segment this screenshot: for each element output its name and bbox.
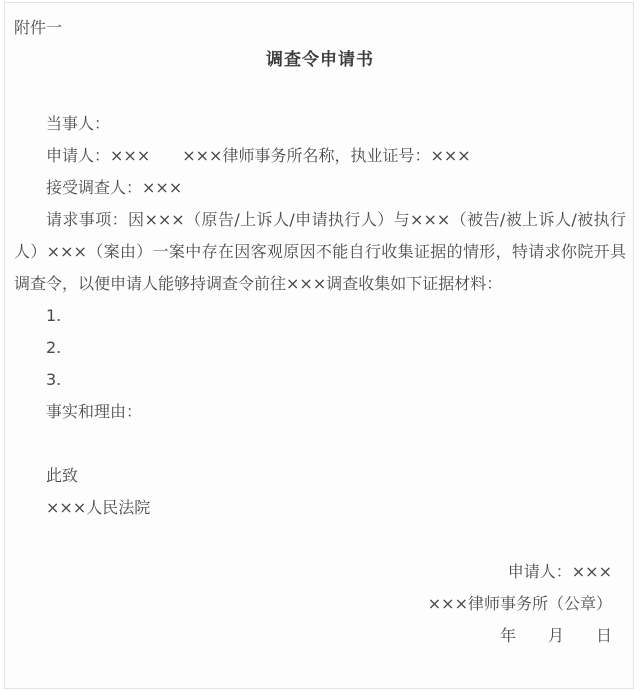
blank-line xyxy=(14,524,626,556)
signature-date: 年 月 日 xyxy=(499,626,612,645)
signature-law-firm-seal: ×××律师事务所（公章） xyxy=(427,594,612,613)
blank-line xyxy=(14,76,626,108)
evidence-item-1: 1. xyxy=(46,306,62,325)
applicant-line: 申请人：××× ×××律师事务所名称，执业证号：××× xyxy=(46,146,471,165)
signature-applicant: 申请人：××× xyxy=(507,562,612,581)
court-name-line: ×××人民法院 xyxy=(46,498,151,517)
blank-line xyxy=(14,428,626,460)
investigated-person-line: 接受调查人：××× xyxy=(46,178,183,197)
party-line: 当事人： xyxy=(46,114,111,133)
attachment-label: 附件一 xyxy=(14,18,63,37)
document-page xyxy=(4,2,634,689)
closing-line: 此致 xyxy=(46,466,79,485)
facts-and-reasons-label: 事实和理由： xyxy=(46,402,143,421)
evidence-item-3: 3. xyxy=(46,370,62,389)
evidence-item-2: 2. xyxy=(46,338,62,357)
request-paragraph: 请求事项：因×××（原告/上诉人/申请执行人）与×××（被告/被上诉人/被执行人）×××（案由）一案中存在因客观原因不能自行收集证据的情形，特请求你院开具调查令，以便申请人能够持调查令前往×××调查收集如下证据材料： xyxy=(14,210,626,293)
document-title: 调查令申请书 xyxy=(266,50,374,70)
